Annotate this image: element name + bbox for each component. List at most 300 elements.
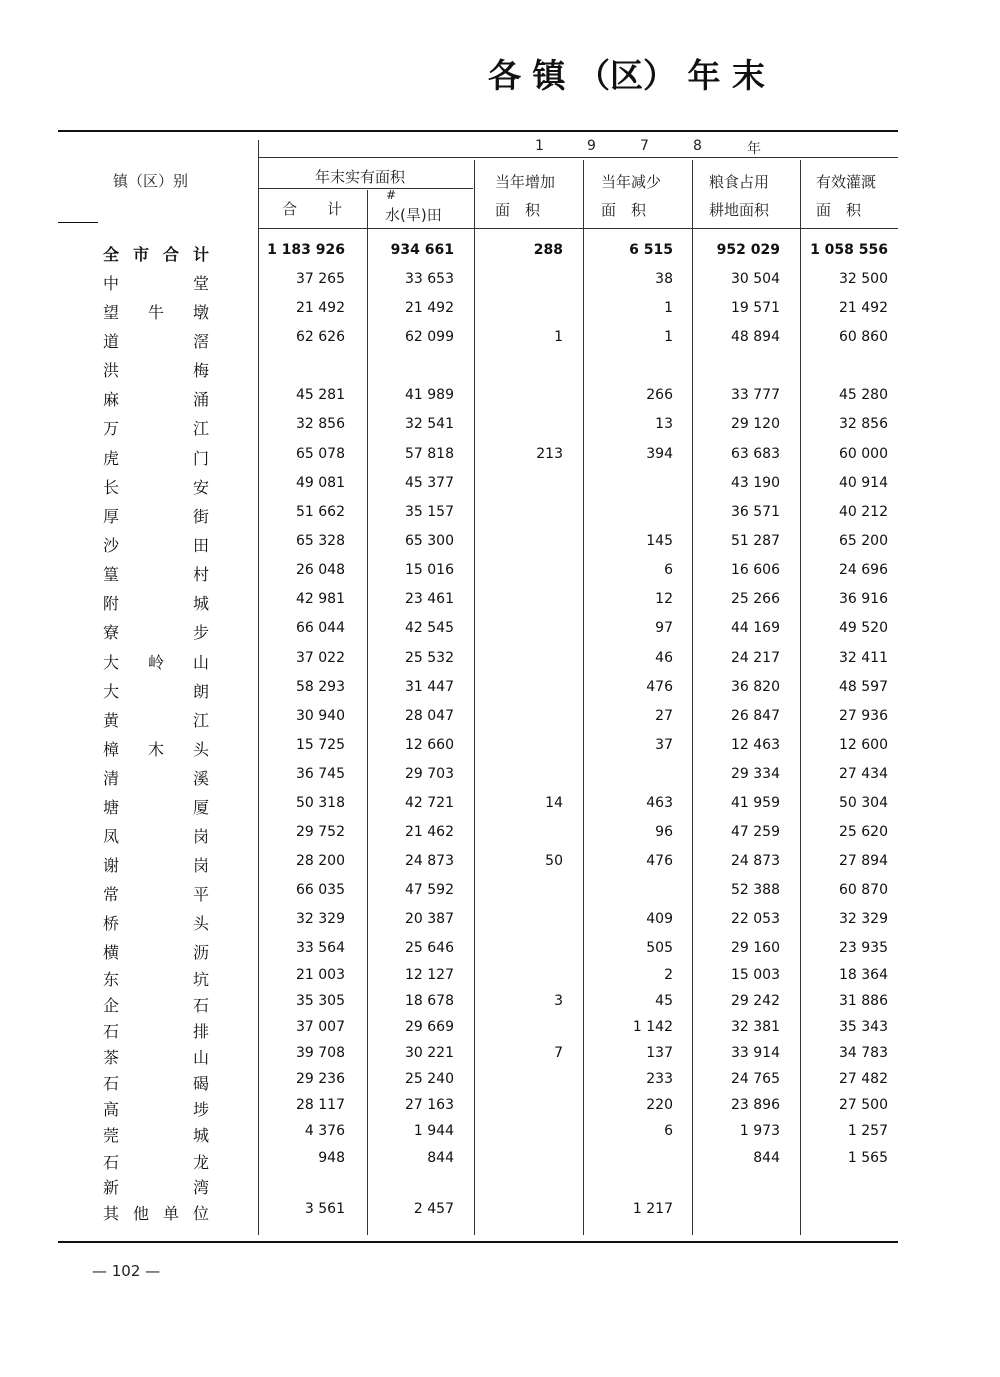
cell-c3: 50 <box>545 853 563 869</box>
table-row <box>0 358 1000 384</box>
region-name-char: 沥 <box>192 943 209 962</box>
region-name-char: 堂 <box>192 274 209 293</box>
region-name-char: 樟 <box>103 740 120 759</box>
year-char: 1 <box>535 138 544 154</box>
cell-c1: 32 856 <box>296 416 345 432</box>
cell-c5: 22 053 <box>731 911 780 927</box>
cell-c1: 39 708 <box>296 1045 345 1061</box>
region-header: 镇（区）别 <box>113 172 189 190</box>
region-name-char: 城 <box>192 1126 209 1145</box>
cell-c2: 32 541 <box>405 416 454 432</box>
cell-c1: 15 725 <box>296 737 345 753</box>
region-name-char: 埗 <box>192 1100 209 1119</box>
cell-c5: 26 847 <box>731 708 780 724</box>
cell-c5: 52 388 <box>731 882 780 898</box>
cell-c2: 15 016 <box>405 562 454 578</box>
year-char: 8 <box>693 138 702 154</box>
table-row <box>0 1045 1000 1071</box>
region-name-char: 岗 <box>192 827 209 846</box>
cell-c4: 505 <box>646 940 673 956</box>
region-name <box>103 882 209 905</box>
cell-c2: 30 221 <box>405 1045 454 1061</box>
cell-c5: 29 334 <box>731 766 780 782</box>
cell-c6: 49 520 <box>839 620 888 636</box>
region-name-char: 厦 <box>192 798 209 817</box>
region-name-char: 他 <box>132 1204 149 1223</box>
region-name <box>103 416 209 439</box>
region-name-char: 虎 <box>103 449 120 468</box>
region-name-char: 江 <box>192 711 209 730</box>
region-name <box>103 940 209 963</box>
region-name-char: 常 <box>103 885 120 904</box>
cell-c2: 844 <box>427 1150 454 1166</box>
cell-c4: 37 <box>655 737 673 753</box>
region-name-char: 合 <box>162 245 179 264</box>
cell-c2: 47 592 <box>405 882 454 898</box>
cell-c5: 47 259 <box>731 824 780 840</box>
cell-c2: 12 127 <box>405 967 454 983</box>
year-divider <box>258 157 898 158</box>
cell-c5: 19 571 <box>731 300 780 316</box>
cell-c1: 37 265 <box>296 271 345 287</box>
cell-c2: 25 646 <box>405 940 454 956</box>
table-row <box>0 1201 1000 1227</box>
cell-c1: 51 662 <box>296 504 345 520</box>
cell-c6: 1 565 <box>847 1150 888 1166</box>
cell-c6: 32 856 <box>839 416 888 432</box>
table-row <box>0 387 1000 413</box>
cell-c1: 36 745 <box>296 766 345 782</box>
table-row <box>0 940 1000 966</box>
cell-c4: 46 <box>655 650 673 666</box>
region-name <box>103 533 209 556</box>
region-name-char: 石 <box>103 1153 120 1172</box>
cell-c1: 66 035 <box>296 882 345 898</box>
cell-c4: 463 <box>646 795 673 811</box>
cell-c1: 45 281 <box>296 387 345 403</box>
cell-c2: 33 653 <box>405 271 454 287</box>
cell-c1: 33 564 <box>296 940 345 956</box>
region-name-char: 江 <box>192 419 209 438</box>
table-row <box>0 1019 1000 1045</box>
col-increase-header: 当年增加 <box>495 173 556 191</box>
cell-c1: 28 200 <box>296 853 345 869</box>
table-row <box>0 795 1000 821</box>
cell-c4: 1 142 <box>632 1019 673 1035</box>
region-name <box>103 1045 209 1068</box>
cell-c2: 12 660 <box>405 737 454 753</box>
region-name-char: 道 <box>103 332 120 351</box>
region-name-char: 头 <box>192 914 209 933</box>
region-name-char: 凤 <box>103 827 120 846</box>
region-name <box>103 911 209 934</box>
region-name <box>103 446 209 469</box>
region-name-char: 石 <box>103 1022 120 1041</box>
cell-c5: 1 973 <box>739 1123 780 1139</box>
cell-c2: 29 703 <box>405 766 454 782</box>
region-name <box>103 242 209 265</box>
cell-c5: 41 959 <box>731 795 780 811</box>
region-name-char: 龙 <box>192 1153 209 1172</box>
region-name-char: 山 <box>192 1048 209 1067</box>
cell-c4: 394 <box>646 446 673 462</box>
cell-c4: 38 <box>655 271 673 287</box>
cell-c5: 24 765 <box>731 1071 780 1087</box>
table-row <box>0 504 1000 530</box>
cell-c5: 24 217 <box>731 650 780 666</box>
region-name-char: 门 <box>192 449 209 468</box>
cell-c1: 50 318 <box>296 795 345 811</box>
col-grain-header: 粮食占用 <box>709 173 770 191</box>
cell-c4: 1 <box>664 300 673 316</box>
cell-c6: 60 000 <box>839 446 888 462</box>
region-name <box>103 387 209 410</box>
region-name-char: 横 <box>103 943 120 962</box>
table-row <box>0 650 1000 676</box>
table-row <box>0 475 1000 501</box>
cell-c2: 18 678 <box>405 993 454 1009</box>
year-char: 7 <box>640 138 649 154</box>
table-row <box>0 737 1000 763</box>
table-row <box>0 416 1000 442</box>
cell-c2: 57 818 <box>405 446 454 462</box>
cell-c1: 28 117 <box>296 1097 345 1113</box>
cell-c5: 32 381 <box>731 1019 780 1035</box>
region-name <box>103 1123 209 1146</box>
table-row <box>0 446 1000 472</box>
cell-c4: 137 <box>646 1045 673 1061</box>
cell-c1: 35 305 <box>296 993 345 1009</box>
region-name <box>103 737 209 760</box>
cell-c1: 1 183 926 <box>267 242 345 258</box>
region-name <box>103 1150 209 1173</box>
region-name-char: 坑 <box>192 970 209 989</box>
region-name <box>103 329 209 352</box>
region-name-char: 朗 <box>192 682 209 701</box>
table-row <box>0 766 1000 792</box>
region-name <box>103 1201 209 1224</box>
region-name <box>103 504 209 527</box>
cell-c5: 36 571 <box>731 504 780 520</box>
region-name <box>103 562 209 585</box>
cell-c3: 213 <box>536 446 563 462</box>
region-name-char: 沙 <box>103 536 120 555</box>
cell-c5: 23 896 <box>731 1097 780 1113</box>
cell-c6: 35 343 <box>839 1019 888 1035</box>
header-underline <box>58 222 98 223</box>
cell-c6: 27 936 <box>839 708 888 724</box>
cell-c4: 96 <box>655 824 673 840</box>
cell-c6: 32 329 <box>839 911 888 927</box>
region-name <box>103 1175 209 1198</box>
cell-c6: 45 280 <box>839 387 888 403</box>
cell-c3: 3 <box>554 993 563 1009</box>
region-name-char: 步 <box>192 623 209 642</box>
col-irrigation-header-2: 面 积 <box>816 201 862 219</box>
region-name-char: 碣 <box>192 1074 209 1093</box>
cell-c3: 14 <box>545 795 563 811</box>
region-name-char: 清 <box>103 769 120 788</box>
region-name <box>103 620 209 643</box>
cell-c4: 6 <box>664 562 673 578</box>
region-name-char: 头 <box>192 740 209 759</box>
region-name <box>103 1019 209 1042</box>
col-paddy-header: 水(旱)田 <box>385 206 442 224</box>
region-name-char: 万 <box>103 419 120 438</box>
cell-c4: 97 <box>655 620 673 636</box>
cell-c4: 45 <box>655 993 673 1009</box>
region-name-char: 位 <box>192 1204 209 1223</box>
cell-c2: 934 661 <box>390 242 454 258</box>
cell-c6: 50 304 <box>839 795 888 811</box>
cell-c5: 63 683 <box>731 446 780 462</box>
region-name <box>103 993 209 1016</box>
table-row <box>0 533 1000 559</box>
cell-c5: 48 894 <box>731 329 780 345</box>
region-name-char: 全 <box>103 245 120 264</box>
region-name-char: 篁 <box>103 565 120 584</box>
region-name-char: 涌 <box>192 390 209 409</box>
cell-c1: 49 081 <box>296 475 345 491</box>
year-char: 年 <box>747 141 761 157</box>
cell-c4: 13 <box>655 416 673 432</box>
cell-c2: 23 461 <box>405 591 454 607</box>
table-row <box>0 679 1000 705</box>
cell-c6: 18 364 <box>839 967 888 983</box>
region-name <box>103 300 209 323</box>
page-title: 各 镇 （区） 年 末 <box>488 56 765 95</box>
cell-c1: 66 044 <box>296 620 345 636</box>
cell-c6: 65 200 <box>839 533 888 549</box>
region-name-char: 桥 <box>103 914 120 933</box>
region-name <box>103 967 209 990</box>
region-name-char: 滘 <box>192 332 209 351</box>
table-row <box>0 824 1000 850</box>
cell-c1: 4 376 <box>304 1123 345 1139</box>
region-name-char: 石 <box>103 1074 120 1093</box>
region-name-char: 安 <box>192 478 209 497</box>
table-row <box>0 591 1000 617</box>
group-header: 年末实有面积 <box>315 168 406 186</box>
cell-c5: 30 504 <box>731 271 780 287</box>
cell-c1: 58 293 <box>296 679 345 695</box>
cell-c5: 25 266 <box>731 591 780 607</box>
cell-c5: 44 169 <box>731 620 780 636</box>
cell-c5: 43 190 <box>731 475 780 491</box>
cell-c4: 2 <box>664 967 673 983</box>
cell-c2: 2 457 <box>413 1201 454 1217</box>
cell-c5: 16 606 <box>731 562 780 578</box>
table-row <box>0 1071 1000 1097</box>
region-name-char: 莞 <box>103 1126 120 1145</box>
region-name-char: 岭 <box>147 653 164 672</box>
cell-c1: 62 626 <box>296 329 345 345</box>
cell-c4: 6 <box>664 1123 673 1139</box>
cell-c2: 25 240 <box>405 1071 454 1087</box>
col-irrigation-header: 有效灌溉 <box>816 173 877 191</box>
cell-c6: 48 597 <box>839 679 888 695</box>
table-row <box>0 329 1000 355</box>
cell-c6: 24 696 <box>839 562 888 578</box>
cell-c2: 20 387 <box>405 911 454 927</box>
region-name-char: 茶 <box>103 1048 120 1067</box>
cell-c5: 33 777 <box>731 387 780 403</box>
cell-c1: 37 007 <box>296 1019 345 1035</box>
region-name-char: 中 <box>103 274 120 293</box>
table-row <box>0 967 1000 993</box>
cell-c6: 1 058 556 <box>810 242 888 258</box>
region-name <box>103 766 209 789</box>
cell-c4: 233 <box>646 1071 673 1087</box>
region-name-char: 岗 <box>192 856 209 875</box>
cell-c5: 51 287 <box>731 533 780 549</box>
table-row <box>0 1097 1000 1123</box>
region-name-char: 麻 <box>103 390 120 409</box>
region-name-char: 计 <box>192 245 209 264</box>
region-name-char: 谢 <box>103 856 120 875</box>
cell-c2: 21 492 <box>405 300 454 316</box>
table-row <box>0 853 1000 879</box>
region-name <box>103 1097 209 1120</box>
year-char: 9 <box>587 138 596 154</box>
cell-c6: 60 860 <box>839 329 888 345</box>
cell-c1: 21 492 <box>296 300 345 316</box>
cell-c1: 29 752 <box>296 824 345 840</box>
region-name-char: 梅 <box>192 361 209 380</box>
cell-c6: 40 914 <box>839 475 888 491</box>
cell-c1: 42 981 <box>296 591 345 607</box>
cell-c6: 27 894 <box>839 853 888 869</box>
cell-c5: 29 120 <box>731 416 780 432</box>
table-row <box>0 620 1000 646</box>
cell-c4: 409 <box>646 911 673 927</box>
col-decrease-header-2: 面 积 <box>601 201 647 219</box>
region-name-char: 新 <box>103 1178 120 1197</box>
table-row <box>0 993 1000 1019</box>
cell-c1: 3 561 <box>304 1201 345 1217</box>
cell-c5: 29 160 <box>731 940 780 956</box>
region-name <box>103 708 209 731</box>
cell-c3: 7 <box>554 1045 563 1061</box>
table-row <box>0 300 1000 326</box>
region-name-char: 市 <box>132 245 149 264</box>
region-name-char: 黄 <box>103 711 120 730</box>
cell-c4: 220 <box>646 1097 673 1113</box>
region-name-char: 湾 <box>192 1178 209 1197</box>
cell-c6: 27 434 <box>839 766 888 782</box>
region-name-char: 田 <box>192 536 209 555</box>
cell-c5: 29 242 <box>731 993 780 1009</box>
region-name <box>103 358 209 381</box>
cell-c1: 32 329 <box>296 911 345 927</box>
cell-c6: 12 600 <box>839 737 888 753</box>
table-bottom-rule <box>58 1241 898 1243</box>
cell-c1: 29 236 <box>296 1071 345 1087</box>
cell-c5: 952 029 <box>716 242 780 258</box>
cell-c2: 45 377 <box>405 475 454 491</box>
cell-c5: 24 873 <box>731 853 780 869</box>
cell-c4: 6 515 <box>629 242 673 258</box>
cell-c5: 15 003 <box>731 967 780 983</box>
cell-c2: 21 462 <box>405 824 454 840</box>
cell-c4: 27 <box>655 708 673 724</box>
cell-c2: 1 944 <box>413 1123 454 1139</box>
cell-c5: 844 <box>753 1150 780 1166</box>
col-grain-header-2: 耕地面积 <box>709 201 770 219</box>
cell-c5: 33 914 <box>731 1045 780 1061</box>
region-name <box>103 475 209 498</box>
cell-c6: 21 492 <box>839 300 888 316</box>
region-name <box>103 824 209 847</box>
cell-c1: 65 078 <box>296 446 345 462</box>
region-name-char: 排 <box>192 1022 209 1041</box>
cell-c6: 27 500 <box>839 1097 888 1113</box>
region-name-char: 寮 <box>103 623 120 642</box>
cell-c4: 476 <box>646 853 673 869</box>
cell-c1: 21 003 <box>296 967 345 983</box>
cell-c1: 26 048 <box>296 562 345 578</box>
region-name-char: 望 <box>103 303 120 322</box>
cell-c1: 30 940 <box>296 708 345 724</box>
region-name-char: 企 <box>103 996 120 1015</box>
table-row <box>0 1175 1000 1201</box>
region-name-char: 街 <box>192 507 209 526</box>
cell-c6: 1 257 <box>847 1123 888 1139</box>
col-paddy-mark: # <box>386 188 397 202</box>
cell-c6: 34 783 <box>839 1045 888 1061</box>
cell-c2: 24 873 <box>405 853 454 869</box>
table-row <box>0 911 1000 937</box>
region-name-char: 高 <box>103 1100 120 1119</box>
cell-c6: 27 482 <box>839 1071 888 1087</box>
cell-c5: 36 820 <box>731 679 780 695</box>
region-name-char: 长 <box>103 478 120 497</box>
cell-c4: 12 <box>655 591 673 607</box>
cell-c6: 32 411 <box>839 650 888 666</box>
cell-c6: 40 212 <box>839 504 888 520</box>
header-bottom-line <box>258 228 898 229</box>
region-name-char: 溪 <box>192 769 209 788</box>
table-row <box>0 562 1000 588</box>
cell-c2: 27 163 <box>405 1097 454 1113</box>
cell-c2: 28 047 <box>405 708 454 724</box>
region-name <box>103 853 209 876</box>
cell-c1: 37 022 <box>296 650 345 666</box>
region-name-char: 洪 <box>103 361 120 380</box>
cell-c2: 35 157 <box>405 504 454 520</box>
region-name-char: 其 <box>103 1204 120 1223</box>
region-name <box>103 795 209 818</box>
region-name-char: 墩 <box>192 303 209 322</box>
region-name-char: 木 <box>147 740 164 759</box>
region-name-char: 山 <box>192 653 209 672</box>
cell-c5: 12 463 <box>731 737 780 753</box>
cell-c6: 31 886 <box>839 993 888 1009</box>
cell-c1: 948 <box>318 1150 345 1166</box>
cell-c6: 32 500 <box>839 271 888 287</box>
cell-c3: 1 <box>554 329 563 345</box>
region-name-char: 大 <box>103 682 120 701</box>
table-top-rule <box>58 130 898 132</box>
cell-c6: 60 870 <box>839 882 888 898</box>
cell-c2: 62 099 <box>405 329 454 345</box>
region-name <box>103 591 209 614</box>
cell-c2: 42 545 <box>405 620 454 636</box>
region-name <box>103 1071 209 1094</box>
cell-c2: 31 447 <box>405 679 454 695</box>
region-name <box>103 650 209 673</box>
region-name <box>103 271 209 294</box>
